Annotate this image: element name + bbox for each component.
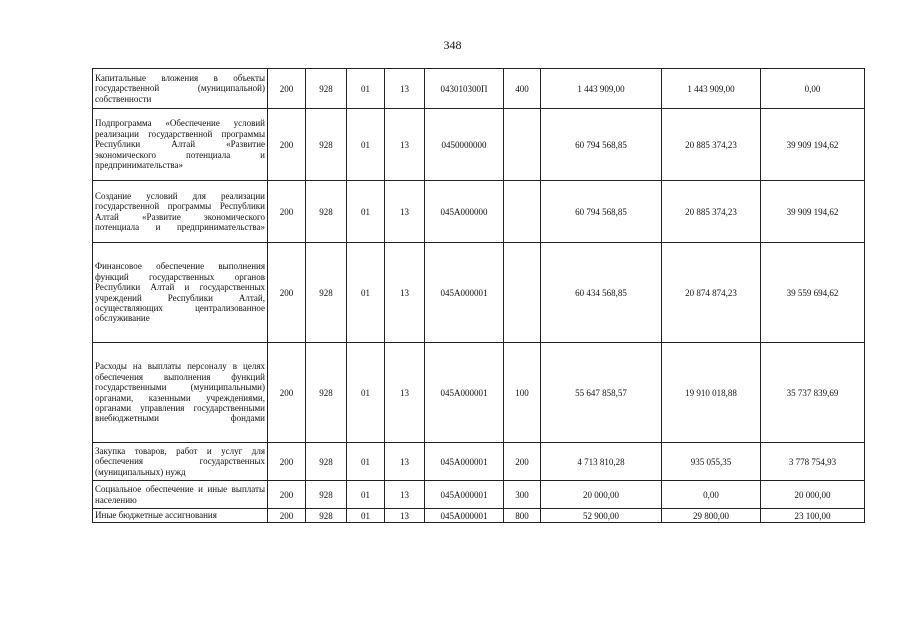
subsection-cell: 13 [385,109,425,181]
ministry-cell: 928 [306,109,347,181]
page-number: 348 [443,38,462,52]
total-cell: 60 794 568,85 [541,181,662,243]
code-cell: 200 [268,69,306,109]
amount-1-cell: 1 443 909,00 [662,69,761,109]
ministry-cell: 928 [306,181,347,243]
code-cell: 200 [268,343,306,443]
row-name-cell: Социальное обеспечение и иные выплаты населению [93,481,268,509]
amount-1-cell: 19 910 018,88 [662,343,761,443]
amount-2-cell: 39 909 194,62 [761,181,865,243]
subsection-cell: 13 [385,69,425,109]
amount-1-cell: 20 885 374,23 [662,181,761,243]
table-row [93,181,865,243]
table-row [93,243,865,343]
total-cell: 1 443 909,00 [541,69,662,109]
target-cell: 0450000000 [425,109,504,181]
row-name-cell: Финансовое обеспечение выполнения функций государственных органов Республики Алтай и государственных учреждений Республики Алтай, осуществляющих централизованное обслуживание [93,243,268,343]
subsection-cell: 13 [385,343,425,443]
table-body [93,69,865,523]
subsection-cell: 13 [385,243,425,343]
subsection-cell: 13 [385,181,425,243]
table-row [93,481,865,509]
code-cell: 200 [268,243,306,343]
amount-2-cell: 39 559 694,62 [761,243,865,343]
section-cell: 01 [347,69,385,109]
row-name-cell: Закупка товаров, работ и услуг для обеспечения государственных (муниципальных) нужд [93,443,268,481]
row-name-cell: Подпрограмма «Обеспечение условий реализации государственной программы Республики Алтай «Развитие экономического потенциала и предпринимательства» [93,109,268,181]
amount-1-cell: 20 885 374,23 [662,109,761,181]
target-cell: 045А000000 [425,181,504,243]
section-cell: 01 [347,509,385,523]
section-cell: 01 [347,109,385,181]
total-cell: 52 900,00 [541,509,662,523]
section-cell: 01 [347,481,385,509]
expense-type-cell: 200 [504,443,541,481]
ministry-cell: 928 [306,481,347,509]
expense-type-cell [504,243,541,343]
total-cell: 60 794 568,85 [541,109,662,181]
section-cell: 01 [347,181,385,243]
code-cell: 200 [268,509,306,523]
section-cell: 01 [347,443,385,481]
expense-type-cell [504,109,541,181]
target-cell: 045А000001 [425,481,504,509]
amount-2-cell: 0,00 [761,69,865,109]
expense-type-cell: 800 [504,509,541,523]
total-cell: 55 647 858,57 [541,343,662,443]
amount-1-cell: 0,00 [662,481,761,509]
code-cell: 200 [268,109,306,181]
amount-1-cell: 29 800,00 [662,509,761,523]
section-cell: 01 [347,343,385,443]
subsection-cell: 13 [385,443,425,481]
table-row [93,343,865,443]
ministry-cell: 928 [306,443,347,481]
ministry-cell: 928 [306,243,347,343]
expense-type-cell [504,181,541,243]
amount-2-cell: 3 778 754,93 [761,443,865,481]
ministry-cell: 928 [306,509,347,523]
subsection-cell: 13 [385,481,425,509]
table-row [93,109,865,181]
total-cell: 60 434 568,85 [541,243,662,343]
ministry-cell: 928 [306,343,347,443]
amount-2-cell: 35 737 839,69 [761,343,865,443]
code-cell: 200 [268,443,306,481]
target-cell: 045А000001 [425,343,504,443]
table-row [93,69,865,109]
section-cell: 01 [347,243,385,343]
table-row [93,443,865,481]
expense-type-cell: 100 [504,343,541,443]
subsection-cell: 13 [385,509,425,523]
row-name-cell: Создание условий для реализации государственной программы Республики Алтай «Развитие экономического потенциала и предпринимательства» [93,181,268,243]
expense-type-cell: 400 [504,69,541,109]
total-cell: 4 713 810,28 [541,443,662,481]
table-row [93,509,865,523]
code-cell: 200 [268,181,306,243]
amount-2-cell: 20 000,00 [761,481,865,509]
code-cell: 200 [268,481,306,509]
target-cell: 045А000001 [425,243,504,343]
row-name-cell: Расходы на выплаты персоналу в целях обеспечения выполнения функций государственными (муниципальными) органами, казенными учреждениями, органами управления государственными внебюджетными фондами [93,343,268,443]
row-name-cell: Иные бюджетные ассигнования [93,509,268,523]
target-cell: 045А000001 [425,509,504,523]
target-cell: 043010300П [425,69,504,109]
total-cell: 20 000,00 [541,481,662,509]
row-name-cell: Капитальные вложения в объекты государственной (муниципальной) собственности [93,69,268,109]
target-cell: 045А000001 [425,443,504,481]
ministry-cell: 928 [306,69,347,109]
expense-type-cell: 300 [504,481,541,509]
amount-1-cell: 20 874 874,23 [662,243,761,343]
amount-2-cell: 23 100,00 [761,509,865,523]
amount-1-cell: 935 055,35 [662,443,761,481]
budget-table [92,68,865,523]
amount-2-cell: 39 909 194,62 [761,109,865,181]
